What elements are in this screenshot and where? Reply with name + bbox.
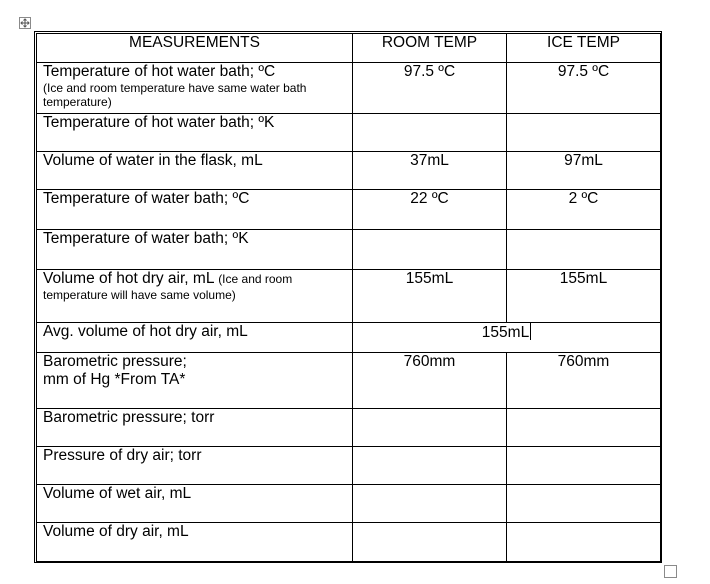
row-label-line2: mm of Hg *From TA* (43, 371, 186, 388)
move-icon (20, 18, 30, 28)
room-temp-cell[interactable]: 760mm (353, 353, 507, 409)
row-label: Barometric pressure; (43, 353, 187, 370)
table-move-handle[interactable] (19, 17, 31, 29)
ice-temp-cell[interactable]: 97.5 ºC (507, 63, 661, 114)
header-room-temp[interactable]: ROOM TEMP (353, 34, 507, 63)
row-note-inline: (Ice and room (218, 272, 293, 286)
table-row (37, 63, 661, 114)
room-temp-cell[interactable]: 37mL (353, 152, 507, 190)
row-label: Temperature of hot water bath; ºC (43, 63, 276, 80)
row-label-cell[interactable] (37, 353, 353, 409)
table-row (37, 447, 661, 485)
table-row (37, 485, 661, 523)
ice-temp-cell[interactable] (507, 409, 661, 447)
table-resize-handle[interactable] (664, 565, 677, 578)
row-label: Volume of hot dry air, mL (43, 270, 214, 287)
table-row (37, 230, 661, 270)
ice-temp-cell[interactable] (507, 230, 661, 270)
ice-temp-cell[interactable] (507, 114, 661, 152)
room-temp-cell[interactable] (353, 409, 507, 447)
table-row (37, 409, 661, 447)
row-label[interactable]: Temperature of water bath; ºC (37, 190, 353, 230)
row-label[interactable]: Avg. volume of hot dry air, mL (37, 323, 353, 353)
merged-value-cell[interactable] (353, 323, 661, 353)
table-row (37, 270, 661, 323)
ice-temp-cell[interactable] (507, 523, 661, 562)
table-header-row (37, 34, 661, 63)
ice-temp-cell[interactable] (507, 485, 661, 523)
room-temp-cell[interactable] (353, 114, 507, 152)
ice-temp-cell[interactable]: 97mL (507, 152, 661, 190)
row-label-cell[interactable] (37, 270, 353, 323)
header-measurements[interactable]: MEASUREMENTS (37, 34, 353, 63)
room-temp-cell[interactable]: 155mL (353, 270, 507, 323)
room-temp-cell[interactable]: 97.5 ºC (353, 63, 507, 114)
room-temp-cell[interactable] (353, 523, 507, 562)
table-row (37, 353, 661, 409)
row-label[interactable]: Pressure of dry air; torr (37, 447, 353, 485)
ice-temp-cell[interactable]: 2 ºC (507, 190, 661, 230)
room-temp-cell[interactable] (353, 485, 507, 523)
table-row (37, 114, 661, 152)
merged-value: 155mL (481, 324, 530, 341)
measurements-table (36, 33, 661, 562)
ice-temp-cell[interactable] (507, 447, 661, 485)
row-note: temperature will have same volume) (43, 288, 236, 302)
row-label[interactable]: Temperature of hot water bath; ºK (37, 114, 353, 152)
header-ice-temp[interactable]: ICE TEMP (507, 34, 661, 63)
row-label[interactable]: Temperature of water bath; ºK (37, 230, 353, 270)
row-label-cell[interactable] (37, 63, 353, 114)
text-cursor (530, 323, 531, 340)
row-label[interactable]: Volume of wet air, mL (37, 485, 353, 523)
table-row (37, 323, 661, 353)
table-row (37, 523, 661, 562)
room-temp-cell[interactable]: 22 ºC (353, 190, 507, 230)
ice-temp-cell[interactable]: 155mL (507, 270, 661, 323)
room-temp-cell[interactable] (353, 230, 507, 270)
row-note: (Ice and room temperature have same water bath temperature) (43, 81, 307, 109)
row-label[interactable]: Volume of water in the flask, mL (37, 152, 353, 190)
table-row (37, 152, 661, 190)
table-row (37, 190, 661, 230)
ice-temp-cell[interactable]: 760mm (507, 353, 661, 409)
room-temp-cell[interactable] (353, 447, 507, 485)
row-label[interactable]: Barometric pressure; torr (37, 409, 353, 447)
row-label[interactable]: Volume of dry air, mL (37, 523, 353, 562)
